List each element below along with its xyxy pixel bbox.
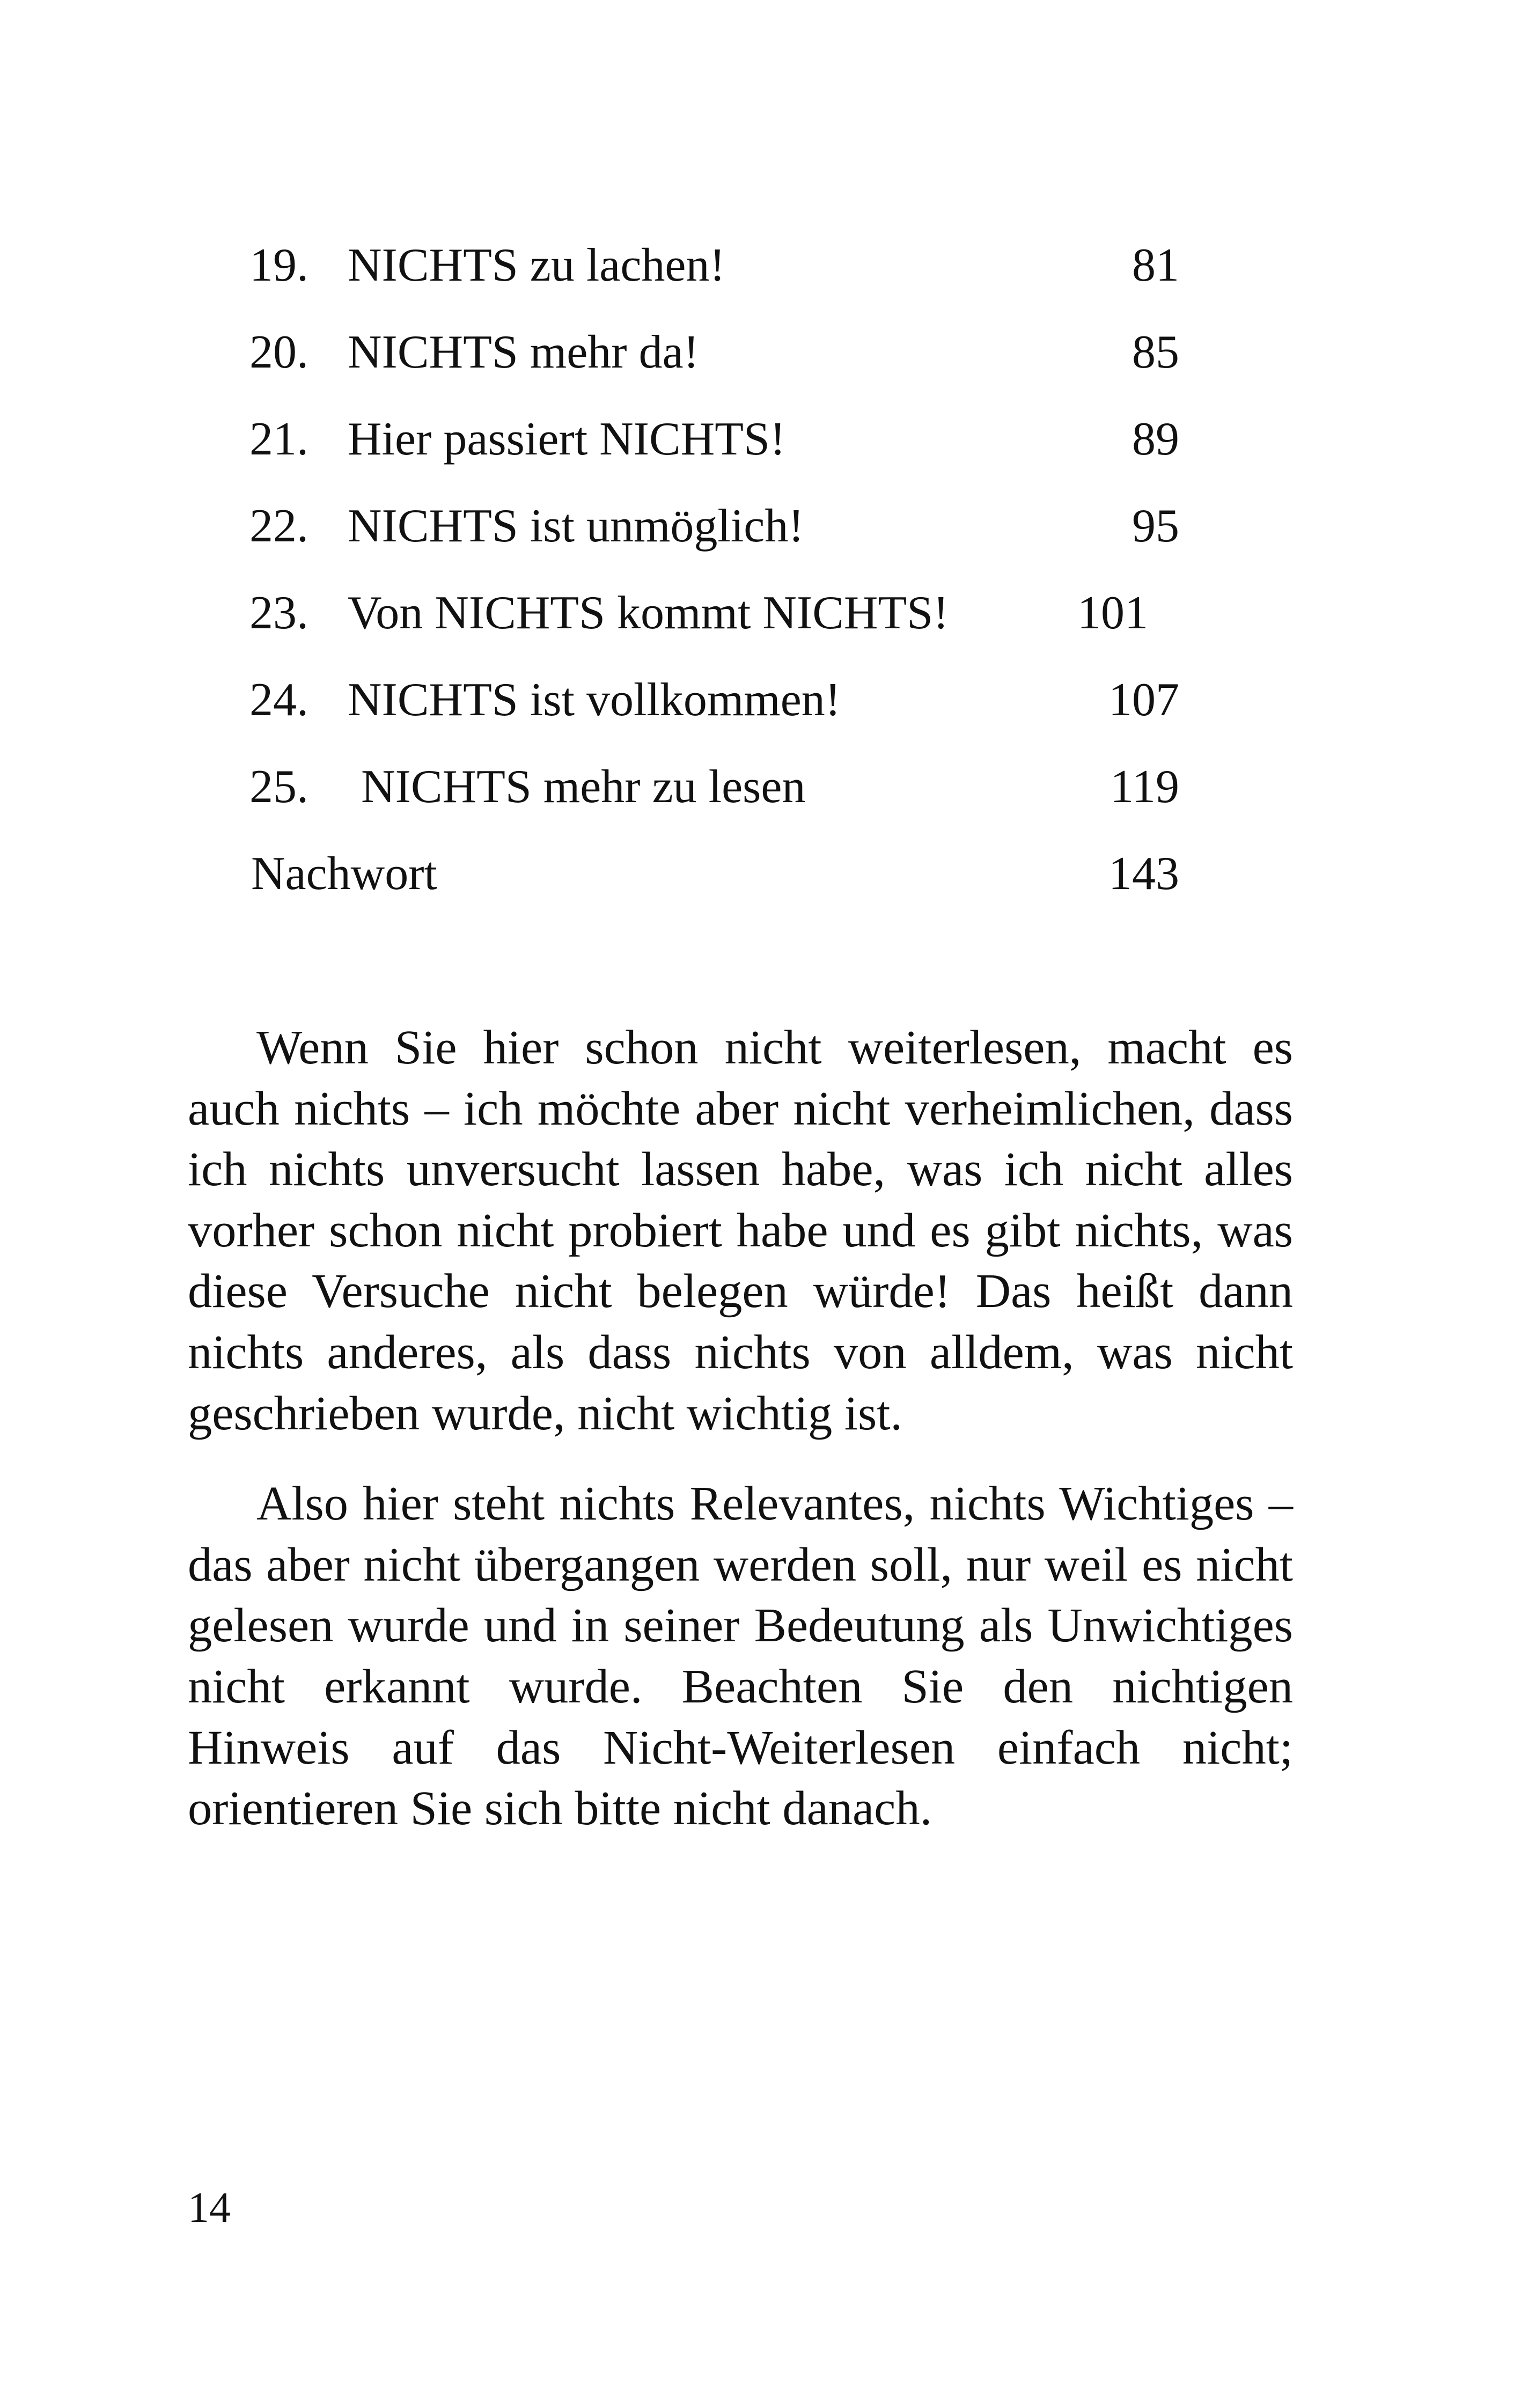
- toc-entry-title: Hier passiert NICHTS!: [348, 413, 786, 465]
- toc-entry-title: NICHTS ist vollkommen!: [348, 674, 841, 726]
- toc-entry-title: NICHTS mehr zu lesen: [361, 761, 806, 813]
- toc-entry: [0, 318, 1521, 387]
- toc-entry: [0, 405, 1521, 474]
- toc-entry-page: 81: [1132, 239, 1179, 291]
- toc-entry-page: 95: [1132, 500, 1179, 552]
- toc-entry-page: 143: [1108, 848, 1179, 900]
- toc-entry-page: 89: [1132, 413, 1179, 465]
- toc-entry-page: 85: [1132, 326, 1179, 378]
- toc-entry-title: NICHTS ist unmöglich!: [348, 500, 804, 552]
- toc-entry-number: 22.: [249, 500, 308, 552]
- toc-entry-number: 21.: [249, 413, 308, 465]
- toc-entry: [0, 491, 1521, 561]
- toc-entry-title: NICHTS mehr da!: [348, 326, 699, 378]
- page-number: 14: [188, 2184, 231, 2231]
- toc-entry: [0, 231, 1521, 300]
- paragraph: Also hier steht nichts Relevantes, nichts Wichtiges – das aber nicht übergangen werden soll, nur weil es nicht gelesen wurde und in seiner Bedeutung als Unwichtiges nicht erkannt wurde. Beachten Sie den nichtigen Hinweis auf das Nicht-Weiterlesen einfach nicht; orientieren Sie sich bitte nicht danach.: [188, 1476, 1293, 1836]
- toc-entry-number: 19.: [249, 239, 308, 291]
- toc-entry: [0, 578, 1521, 648]
- toc-entry-number: 24.: [249, 674, 308, 726]
- toc-entry-number: 20.: [249, 326, 308, 378]
- paragraph: Wenn Sie hier schon nicht weiterlesen, macht es auch nichts – ich möchte aber nicht verheimlichen, dass ich nichts unversucht lassen habe, was ich nicht alles vorher schon nicht probiert habe und es gibt nichts, was diese Versuche nicht belegen würde! Das heißt dann nichts anderes, als dass nichts von alldem, was nicht geschrieben wurde, nicht wichtig ist.: [188, 1020, 1293, 1440]
- toc-entry: [0, 752, 1521, 822]
- toc-entry-page: 119: [1110, 761, 1179, 813]
- toc-entry: [0, 665, 1521, 735]
- toc-entry: [0, 839, 1521, 909]
- toc-entry-page: 107: [1108, 674, 1179, 726]
- toc-entry-title: NICHTS zu lachen!: [348, 239, 725, 291]
- toc-entry-number: 25.: [249, 761, 308, 813]
- toc-entry-title: Von NICHTS kommt NICHTS!: [348, 587, 949, 639]
- toc-entry-page: 101: [1077, 587, 1148, 639]
- toc-entry-title: Nachwort: [251, 848, 437, 900]
- toc-entry-number: 23.: [249, 587, 308, 639]
- body-text: [188, 1017, 1293, 1839]
